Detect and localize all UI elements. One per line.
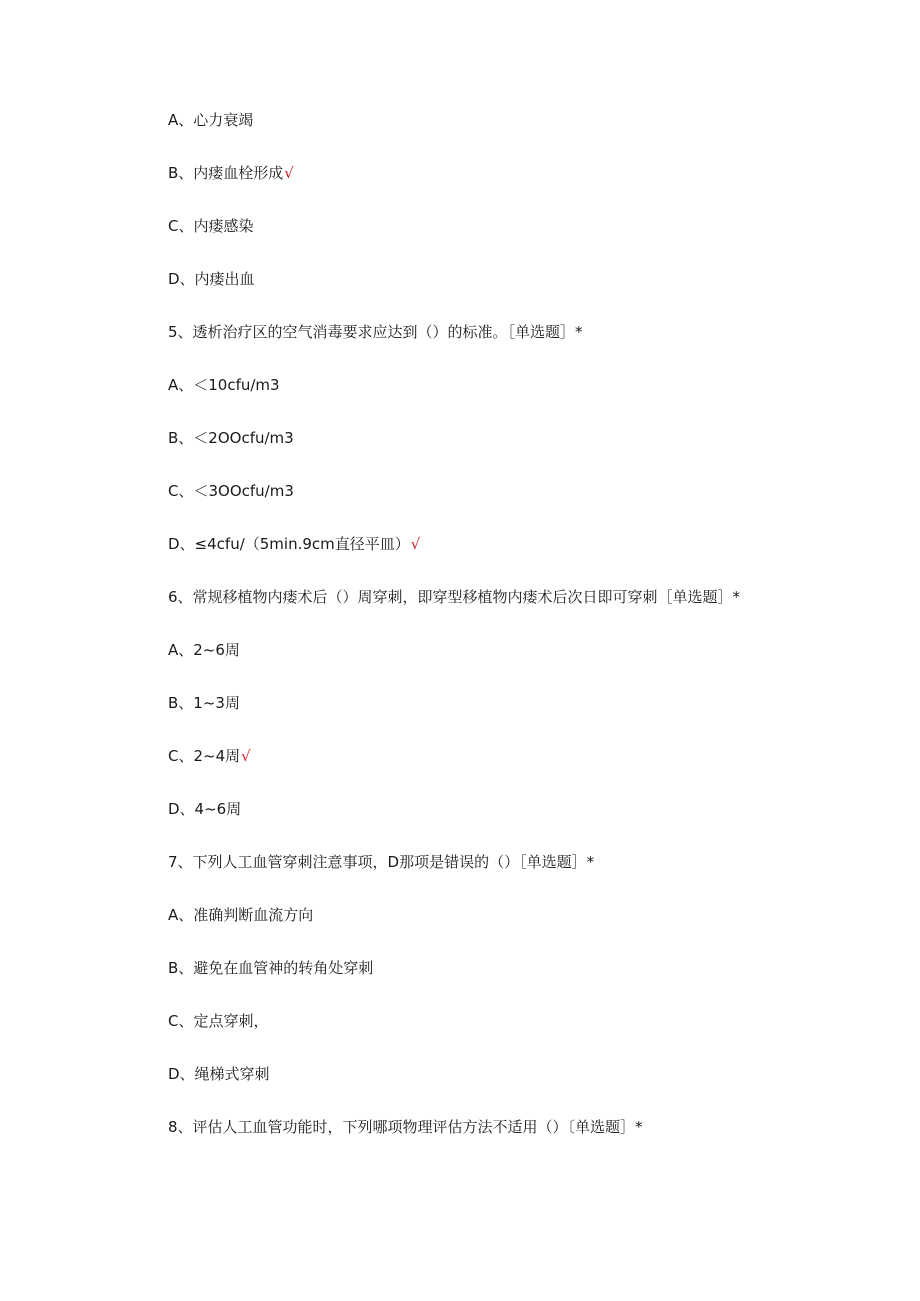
question-6 [168,587,741,607]
option-7a [168,905,314,925]
correct-check-mark: √ [284,164,294,182]
option-text: D、绳梯式穿刺 [168,1065,270,1083]
correct-check-mark: √ [410,535,421,553]
option-text: B、避免在血管神的转角处穿刺 [168,959,374,977]
question-text: 8、评估人工血管功能时，下列哪项物理评估方法不适用（）〔单选题］* [168,1118,643,1136]
option-6b [168,693,241,713]
option-text: C、＜3OOcfu∕m3 [168,482,294,500]
question-8 [168,1117,644,1137]
question-text: 6、常规移植物内瘘术后（）周穿刺，即穿型移植物内瘘术后次日即可穿刺［单选题］* [168,588,741,606]
option-text: D、4~6周 [168,800,242,818]
option-7d [168,1064,271,1084]
option-7b [168,958,374,978]
option-text: B、1~3周 [168,694,240,712]
option-text: C、内瘘感染 [168,217,254,235]
option-6a [168,640,241,660]
option-5a [168,375,281,395]
option-text: A、准确判断血流方向 [168,906,314,924]
option-text: A、心力衰竭 [168,111,254,129]
option-text: C、定点穿刺， [168,1012,269,1030]
option-text: D、内瘘出血 [168,270,255,288]
option-5d [168,534,420,554]
option-6d [168,799,242,819]
question-text: 5、透析治疗区的空气消毒要求应达到（）的标准。［单选题］* [168,323,583,341]
option-text: A、＜10cfu∕m3 [168,376,280,394]
option-text: C、2~4周 [168,747,241,765]
option-4c [168,216,254,236]
option-4a [168,110,254,130]
question-text: 7、下列人工血管穿刺注意事项，D那项是错误的（）［单选题］* [168,853,595,871]
option-4b [168,163,294,183]
option-5b [168,428,295,448]
option-6c [168,746,251,766]
option-4d [168,269,256,289]
question-5 [168,322,584,342]
option-text: D、≤4cfu∕（5min.9cm直径平皿） [168,535,410,553]
question-7 [168,852,595,872]
option-7c [168,1011,269,1031]
correct-check-mark: √ [241,747,251,765]
option-text: B、＜2OOcfu∕m3 [168,429,294,447]
option-text: A、2~6周 [168,641,240,659]
option-text: B、内瘘血栓形成 [168,164,284,182]
option-5c [168,481,295,501]
